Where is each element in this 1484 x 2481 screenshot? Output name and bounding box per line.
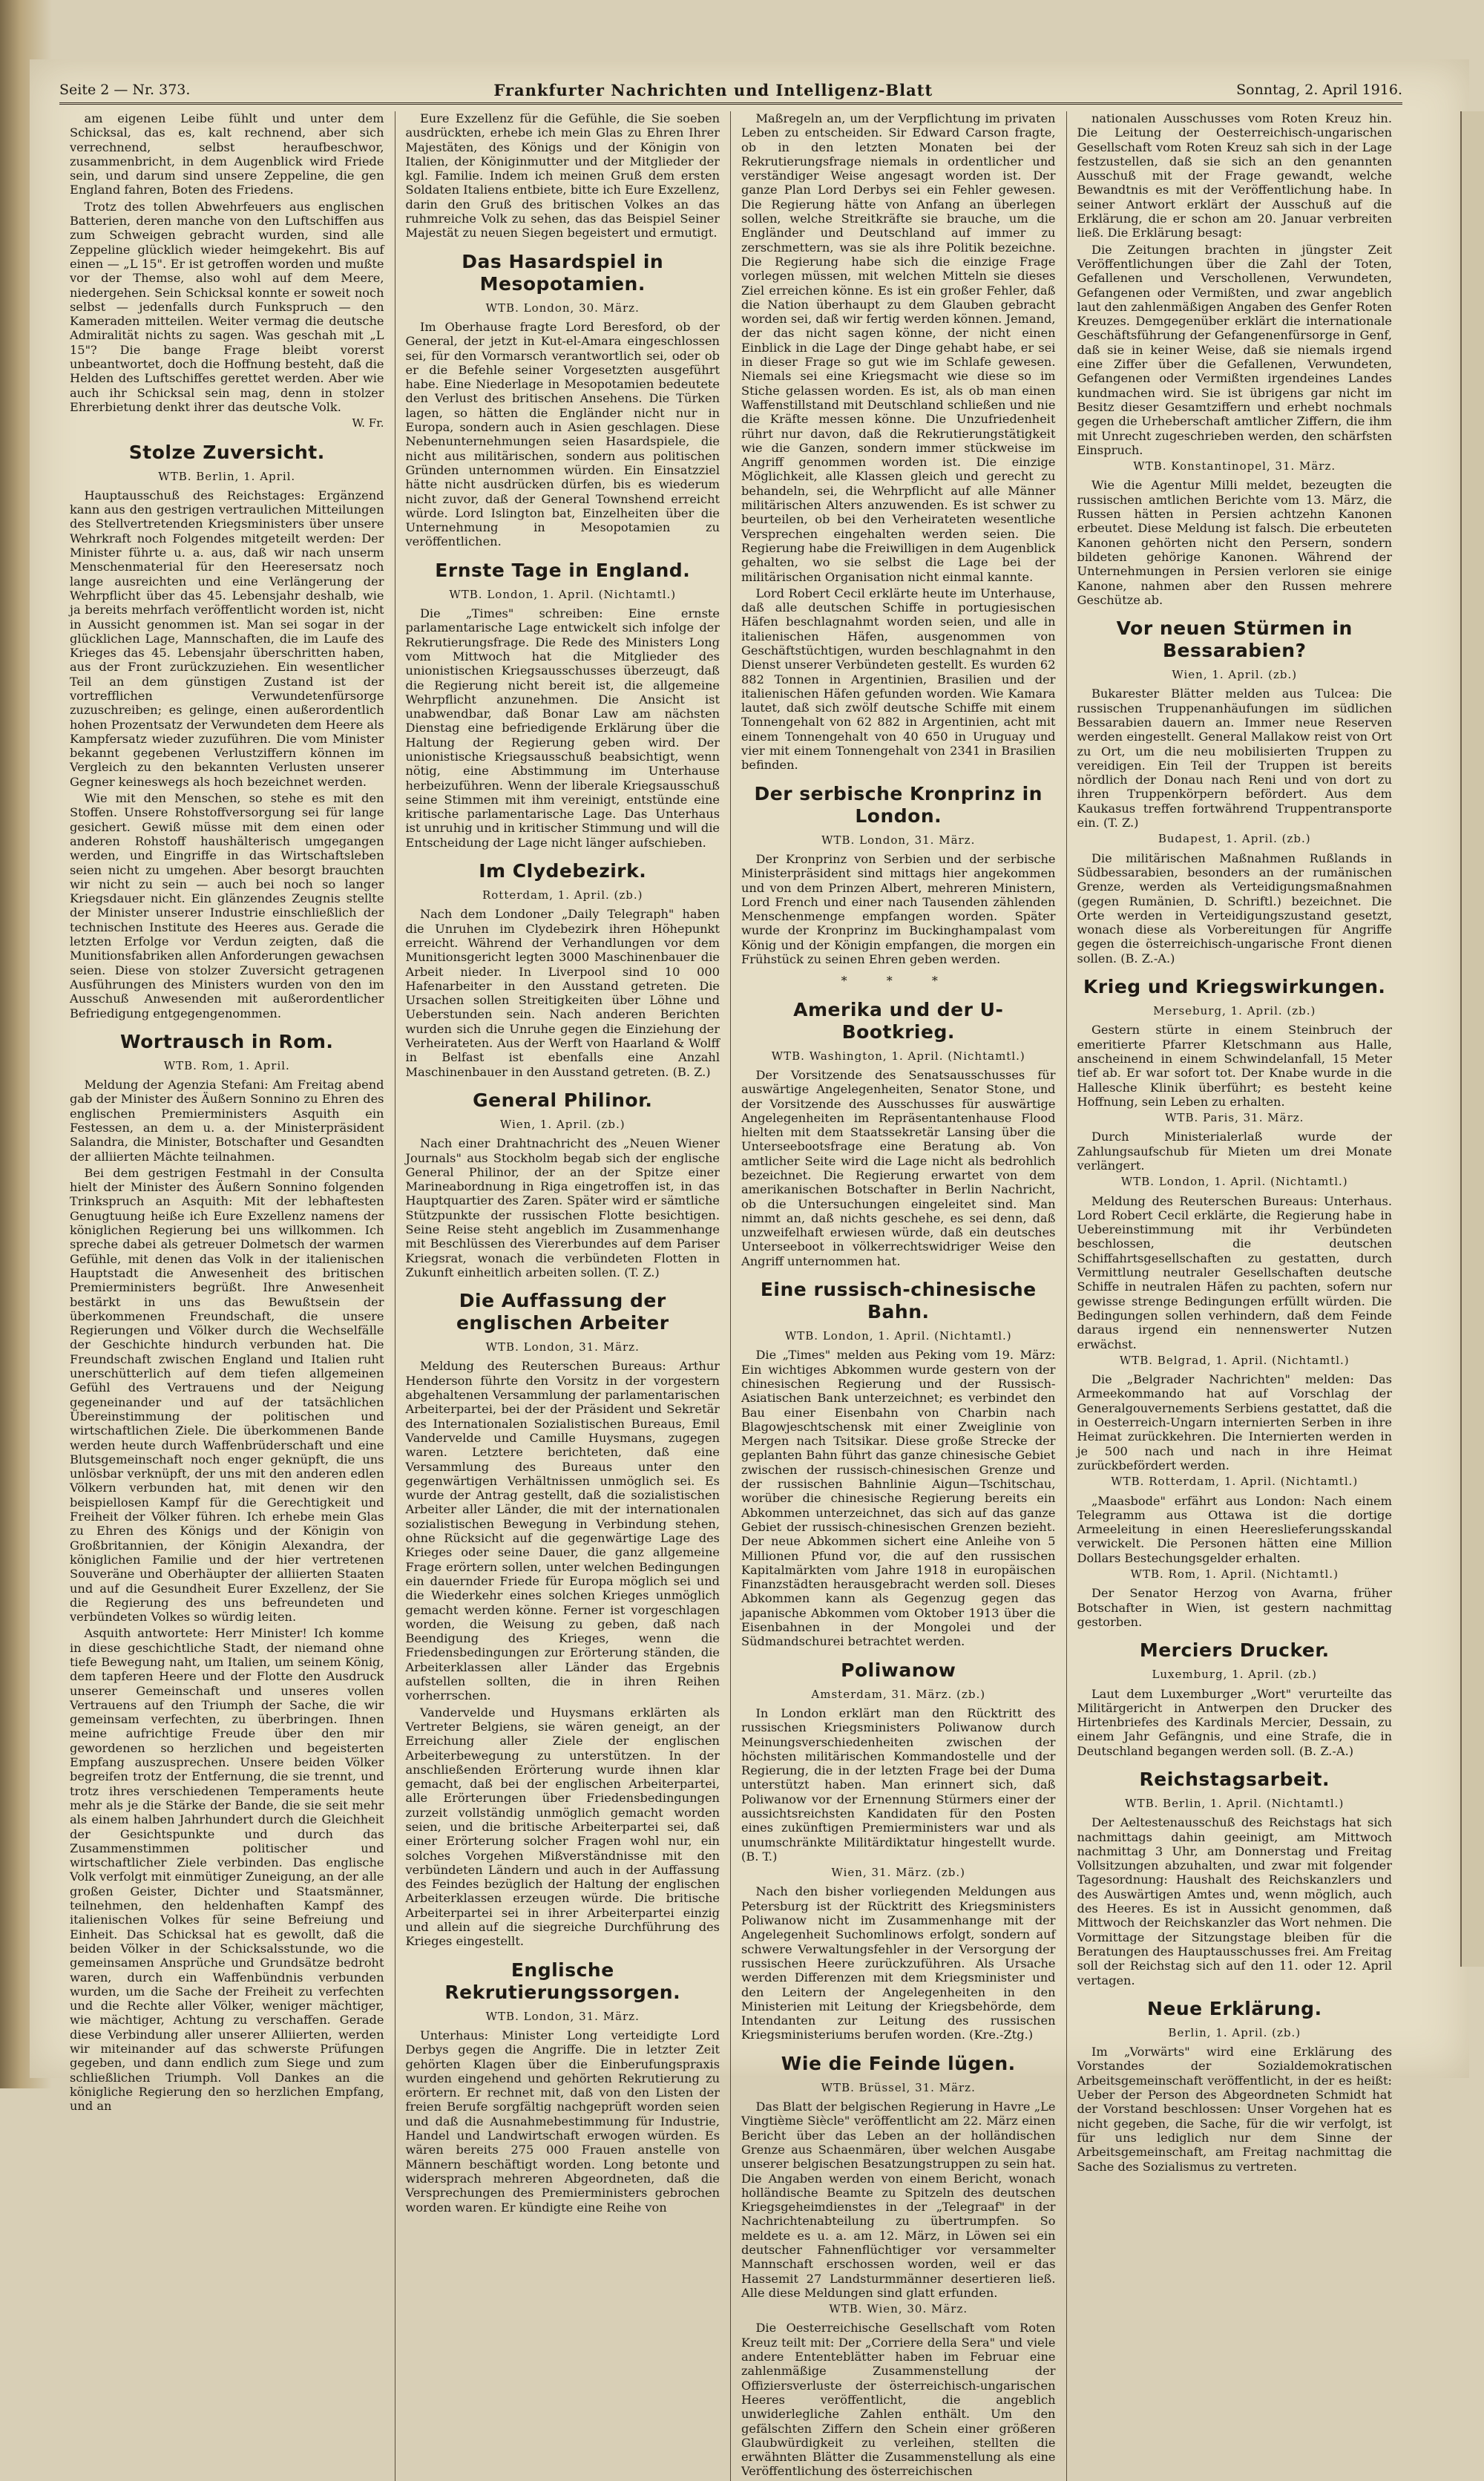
article-text: Meldung der Agenzia Stefani: Am Freitag abend gab der Minister des Äußern Sonnino zu Ehren des englischen Premierministers Asquith ein Festessen, an dem u. a. der Ministerpräsident Salandra, die Minister, Botschafter und Gesandten der alliierten Mächte teilnahmen. — [70, 1078, 384, 1164]
dateline: WTB. London, 31. März. — [485, 2009, 640, 2023]
headline: Reichstagsarbeit. — [1139, 1768, 1330, 1790]
dateline: WTB. Wien, 30. März. — [829, 2302, 968, 2316]
dateline: Wien, 1. April. (zb.) — [499, 1117, 626, 1131]
article-text: Nach dem Londoner „Daily Telegraph" haben die Unruhen im Clydebezirk ihren Höhepunkt erreicht. Während der Verhandlungen vor dem Munitionsgericht legten 3000 Maschinenbauer die Arbeit nieder. In Liverpool sind 10 000 Hafenarbeiter in den Ausstand getreten. Die Ursachen sollen Streitigkeiten über Löhne und Ueberstunden sein. Nach anderen Berichten wurden sich die Unruhe gegen die Einziehung der Verheirateten. Aus der Werft von Haarland & Wolff in Belfast ist ebenfalls eine Anzahl Maschinenbauer in den Ausstand getreten. (B. Z.) — [405, 907, 720, 1079]
dateline: WTB. Belgrad, 1. April. (Nichtamtl.) — [1119, 1353, 1350, 1367]
article-text: „Maasbode" erfährt aus London: Nach einem Telegramm aus Ottawa ist die dortige Armeeleitung in einen Heereslieferungsskandal verwickelt. Die Personen hätten eine Million Dollars Bestechungsgelder erhalten. — [1077, 1493, 1392, 1565]
article-text: Bukarester Blätter melden aus Tulcea: Die russischen Truppenanhäufungen im südlichen Bessarabien dauern an. Immer neue Reserven werden eingestellt. General Mallakow reist von Ort zu Ort, um die neu mobilisierten Truppen zu vereidigen. Ein Teil der Truppen ist bereits nördlich der Donau nach Reni und von dort zu ihren Truppenkörpern befördert. Aus dem Kaukasus treffen fortwährend Truppentransporte ein. (T. Z.) — [1077, 686, 1392, 830]
article-text: Nach den bisher vorliegenden Meldungen aus Petersburg ist der Rücktritt des Kriegsministers Poliwanow nicht im Zusammenhange mit der Angelegenheit Suchomlinows erfolgt, sondern auf schwere Verwaltungsfehler in der Versorgung der russischen Heere zurückzuführen. Als Ursache werden Differenzen mit dem Kriegsminister und den Leitern der Angelegenheiten in den Ministerien mit Leitung der Kriegsbehörde, dem Intendanten zur Leitung des russischen Kriegsministeriums berufen worden. (Kre.-Ztg.) — [741, 1884, 1056, 2042]
article-text: Im Oberhause fragte Lord Beresford, ob der General, der jetzt in Kut-el-Amara eingeschlossen sei, für den Vormarsch verantwortlich sei, oder ob er die Befehle seiner Vorgesetzten ausgeführt habe. Eine Niederlage in Mesopotamien bedeutete den Verlust des britischen Ansehens. Die Türken lagen, so hätten die Engländer nicht nur in Europa, sondern auch in Asien geschlagen. Diese Nebenunternehmungen seien Hasardspiele, die nicht aus militärischen, sondern aus politischen Gründen unternommen würden. Ein Einsatzziel hätte nicht ausdrücken dürfen, bis es wiederum nicht zuvor, daß der General Townshend erreicht würde. Lord Islington bat, Einzelheiten über die Unternehmung in Mesopotamien zu veröffentlichen. — [405, 319, 720, 549]
dateline: WTB. London, 1. April. (Nichtamtl.) — [449, 587, 677, 601]
article-text: Trotz des tollen Abwehrfeuers aus englischen Batterien, deren manche von den Luftschiffen aus zum Schweigen gebracht wurden, sind alle Zeppeline glücklich wieder heimgekehrt. Bis auf einen — „L 15". Er ist getroffen worden und mußte vor der Themse, also wohl auf dem Meere, niedergehen. Sein Schicksal konnte er soweit noch selbst — jedenfalls durch Funkspruch — den Kameraden mitteilen. Weiter vermag die deutsche Admiralität nichts zu sagen. Was geschah mit „L 15"? Die bange Frage bleibt vorerst unbeantwortet, doch die Hoffnung besteht, daß die Helden des Luftschiffes gerettet werden. Aber wie auch ihr Schicksal sein mag, denn in stolzer Ehrerbietung denkt ihrer das deutsche Volk. — [70, 199, 384, 414]
article-text: Gestern stürte in einem Steinbruch der emeritierte Pfarrer Kletschmann aus Halle, anscheinend in einem Schwindelanfall, 15 Meter tief ab. Er war sofort tot. Der Knabe wurde in die Hallesche Klinik überführt; es besteht keine Hoffnung, sein Leben zu erhalten. — [1077, 1023, 1392, 1109]
article-text: Die Zeitungen brachten in jüngster Zeit Veröffentlichungen über die Zahl der Toten, Gefallenen und Verschollenen, Verwundeten, Gefangenen oder Vermißten, und zwar angeblich laut den zahlenmäßigen Angaben des Genfer Roten Kreuzes. Demgegenüber erklärt die internationale Geschäftsführung der Gefangenenfürsorge in Genf, daß sie in keiner Weise, daß sie niemals irgend eine Ziffer über die Gefallenen, Verwundeten, Gefangenen oder Vermißten irgendeines Landes kundmachen wird. Sie ist übrigens gar nicht im Besitz dieser Gesamtziffern und erhebt nochmals gegen die Urheberschaft amtlicher Ziffern, die ihm mit Unrecht zugeschrieben werden, den schärfsten Einspruch. — [1077, 242, 1392, 457]
article-text: Im „Vorwärts" wird eine Erklärung des Vorstandes der Sozialdemokratischen Arbeitsgemeinschaft veröffentlicht, in der es heißt: Ueber der Person des Abgeordneten Schmidt hat der Vorstand beschlossen: Unser Vorgehen hat es nicht gegeben, die Sache, für die wir verfolgt, ist für uns lediglich nur dem Sinne der Arbeitsgemeinschaft, am Freitag nachmittag die Sache des Sozialismus zu vertreten. — [1077, 2045, 1392, 2174]
article-text: Meldung des Reuterschen Bureaus: Unterhaus. Lord Robert Cecil erklärte, die Regierung habe in Uebereinstimmung mit ihr Verbündeten beschlossen, die deutschen Schiffahrtsgesellschaften zu gestatten, durch Vermittlung neutraler Gesellschaften deutsche Schiffe in neutralen Häfen zu pachten, sofern nur gewisse strenge Bedingungen erfüllt würden. Die Bedingungen sollen verhindern, daß dem Feinde daraus irgend ein nennenswerter Nutzen erwächst. — [1077, 1193, 1392, 1351]
headline: Die Auffassung der englischen Arbeiter — [456, 1290, 669, 1334]
headline: Poliwanow — [841, 1659, 956, 1681]
dateline: WTB. Berlin, 1. April. (Nichtamtl.) — [1125, 1796, 1345, 1810]
article-text: Bei dem gestrigen Festmahl in der Consulta hielt der Minister des Äußern Sonnino folgenden Trinkspruch an Asquith: Mit der lebhaftesten Genugtuung heiße ich Eure Exzellenz namens der königlichen Regierung bei uns willkommen. Ich spreche dabei als getreuer Dolmetsch der warmen Gefühle, mit denen das Volk in der italienischen Hauptstadt die Anwesenheit des britischen Premierministers begrüßt. Ihre Anwesenheit bestärkt in uns das Bewußtsein der überkommenen Freundschaft, die unsere Regierungen und Völker durch die Wechselfälle der Geschichte hindurch verbunden hat. Die Freundschaft zwischen England und Italien ruht unerschütterlich auf dem tiefen allgemeinen Gefühl des Vertrauens und der Neigung gegeneinander und auf der tatsächlichen Übereinstimmung der politischen und wirtschaftlichen Ziele. Die überkommenen Bande werden heute durch Waffenbrüderschaft und eine Blutsgemeinschaft noch enger geknüpft, die uns unlösbar verknüpft, der uns mit den anderen edlen Völkern verbunden hat, mit denen wir den beispiellosen Kampf für die Gerechtigkeit und Freiheit der Völker führen. Ich erhebe mein Glas zu Ehren des Königs und der Königin von Großbritannien, der Königin Alexandra, der königlichen Familie und der hier vertretenen Souveräne und Oberhäupter der alliierten Staaten und auf die Gesundheit Eurer Exzellenz, der Sie die Regierung des uns befreundeten und verbündeten Volkes so würdig leiten. — [70, 1165, 384, 1625]
article-text: Der Kronprinz von Serbien und der serbische Ministerpräsident sind mittags hier angekommen und von dem Prinzen Albert, mehreren Ministern, Lord French und einer nach Tausenden zählenden Menschenmenge empfangen worden. Später wurde der Kronprinz im Buckinghampalast vom König und der Königin empfangen, die morgen ein Frühstück zu seinen Ehren geben werden. — [741, 851, 1056, 967]
dateline: WTB. Berlin, 1. April. — [158, 469, 296, 483]
dateline: WTB. Rom, 1. April. — [163, 1058, 290, 1072]
headline: Krieg und Kriegswirkungen. — [1083, 976, 1386, 998]
dateline: WTB. London, 1. April. (Nichtamtl.) — [784, 1329, 1012, 1343]
masthead: Frankfurter Nachrichten und Intelligenz-Blatt — [493, 80, 933, 99]
dateline: Luxemburg, 1. April. (zb.) — [1152, 1668, 1318, 1682]
article-text: Hauptausschuß des Reichstages: Ergänzend kann aus den gestrigen vertraulichen Mitteilungen des Stellvertretenden Kriegsministers über unsere Wehrkraft noch Folgendes mitgeteilt werden: Der Minister führte u. a. aus, daß wir nach unserm Menschenmaterial für den Heeresersatz noch lange ausreichten und eine Verlängerung der Wehrpflicht über das 45. Lebensjahr deshalb, wie ja bereits mehrfach veröffentlicht worden ist, nicht in Aussicht genommen ist. Man sei sogar in der glücklichen Lage, Mannschaften, die im Laufe des Krieges das 45. Lebensjahr überschritten haben, aus der Front zurückzuziehen. Ein wesentlicher Teil an dem günstigen Zustand ist der vortrefflichen Verwundetenfürsorge zuzuschreiben; es gelinge, einen außerordentlich hohen Prozentsatz der Verwundeten dem Heere als Kampfersatz wieder zuzuführen. Die vom Minister bekannt gegebenen Verlustziffern können im Vergleich zu den bekannten Verlusten unserer Gegner keineswegs als hoch bezeichnet werden. — [70, 488, 384, 789]
headline: Vor neuen Stürmen in Bessarabien? — [1116, 617, 1353, 662]
article-text: Wie mit den Menschen, so stehe es mit den Stoffen. Unsere Rohstoffversorgung sei für lange gesichert. Gewiß müsse mit dem einen oder anderen Rohstoff haushälterisch umgegangen werden, und Eingriffe in das Wirtschaftsleben seien nicht zu umgehen. Aber besorgt brauchten wir nicht zu sein — auch bei noch so langer Kriegsdauer nicht. Ein glänzendes Zeugnis stellte der Minister unserer Industrie einschließlich der technischen Institute des Heeres aus. Gerade die letzten Erfolge vor Verdun zeigten, daß die Munitionsfabriken allen Anforderungen gewachsen seien. Diese von stolzer Zuversicht getragenen Ausführungen des Ministers wurden von den im Ausschuß Anwesenden mit außerordentlicher Befriedigung entgegengenommen. — [70, 791, 384, 1020]
dateline: Berlin, 1. April. (zb.) — [1168, 2025, 1301, 2039]
headline: Der serbische Kronprinz in London. — [754, 782, 1043, 827]
headline: Ernste Tage in England. — [435, 559, 691, 581]
dateline: WTB. Paris, 31. März. — [1165, 1111, 1304, 1125]
dateline: WTB. Rom, 1. April. (Nichtamtl.) — [1130, 1567, 1339, 1582]
article-columns — [59, 111, 1402, 2479]
headline: Das Hasardspiel in Mesopotamien. — [462, 250, 664, 295]
article-text: Die „Belgrader Nachrichten" melden: Das Armeekommando hat auf Vorschlag der Generalgouvernements Serbiens gestattet, daß die in Oesterreich-Ungarn internierten Serben in ihre Heimat zurückkehren. Die Internierten werden in je 500 nach und nach in ihre Heimat zurückbefördert werden. — [1077, 1372, 1392, 1472]
adjacent-page-edge — [1460, 111, 1484, 1967]
dateline: WTB. Konstantinopel, 31. März. — [1133, 459, 1336, 473]
article-text: Die „Times" schreiben: Eine ernste parlamentarische Lage entwickelt sich infolge der Rekrutierungsfrage. Die Rede des Ministers Long vom Mittwoch hat die Mitglieder des unionistischen Kriegsausschusses überzeugt, daß die Regierung nicht bereit ist, die allgemeine Wehrpflicht anzunehmen. Die Ansicht ist unabwendbar, daß Bonar Law am nächsten Dienstag eine befriedigende Erklärung über die Haltung der Regierung geben wird. Der unionistische Kriegsausschuß beabsichtigt, wenn nötig, eine Abstimmung im Unterhause herbeizuführen. Wenn der liberale Kriegsausschuß seine Stimmen mit ihm vereinigt, entstünde eine kritische parlamentarische Lage. Das Unterhaus ist unruhig und in kritischer Stimmung und will die Entscheidung der Lage nicht länger aufschieben. — [405, 606, 720, 850]
dateline: Merseburg, 1. April. (zb.) — [1153, 1004, 1316, 1018]
article-text: Durch Ministerialerlaß wurde der Zahlungsaufschub für Mieten um drei Monate verlängert. — [1077, 1130, 1392, 1173]
headline: Im Clydebezirk. — [479, 860, 647, 882]
dateline: Wien, 1. April. (zb.) — [1172, 668, 1298, 682]
article-text: Eure Exzellenz für die Gefühle, die Sie soeben ausdrückten, erhebe ich mein Glas zu Ehren Ihrer Majestäten, des Königs und der Königin von Italien, der Königinmutter und der Mitglieder der kgl. Familie. Indem ich meinen Gruß dem ersten Soldaten Italiens entbiete, bitte ich Eure Exzellenz, darin den Gruß des britischen Volkes an das ruhmreiche Volk zu sehen, das das Beispiel Seiner Majestät zu neuen Siegen begeistert und ermutigt. — [405, 111, 720, 240]
dateline: WTB. Rotterdam, 1. April. (Nichtamtl.) — [1111, 1475, 1359, 1489]
article-text: Die „Times" melden aus Peking vom 19. März: Ein wichtiges Abkommen wurde gestern von der chinesischen Regierung und der Russisch-Asiatischen Bank unterzeichnet; es verbindet den Bau einer Eisenbahn von Charbin nach Blagowjeschtschensk mit einer Zweiglinie von Mergen nach Tsitsikar. Diese große Strecke der geplanten Bahn führt das ganze chinesische Gebiet zwischen der russisch-chinesischen Grenze und der russischen Bahnlinie Aigun—Tschitschau, worüber die chinesische Regierung bereits ein Abkommen unterzeichnet, das sich auf das ganze Gebiet der russisch-chinesischen Grenzen bezieht. Der neue Abkommen sichert eine Anleihe von 5 Millionen Pfund vor, die auf den russischen Kapitalmärkten vom Jahre 1918 in europäischen Finanzstädten herausgebracht werden soll. Dieses Abkommen kann als Gegenzug gegen das japanische Abkommen vom Oktober 1913 über die Eisenbahnen in der Mongolei und der Südmandschurei betrachtet werden. — [741, 1348, 1056, 1649]
column-2 — [395, 111, 732, 2481]
headline: Wortrausch in Rom. — [120, 1030, 334, 1052]
article-text: Die militärischen Maßnahmen Rußlands in Südbessarabien, besonders an der rumänischen Grenze, werden als Verteidigungsmaßnahmen (gegen Rumänien, D. Schriftl.) bezeichnet. Die Orte werden in Verteidigungszustand gesetzt, wonach diese als Vorbereitungen für Angriffe gegen die österreichisch-ungarische Front dienen sollen. (B. Z.-A.) — [1077, 851, 1392, 966]
article-text: Wie die Agentur Milli meldet, bezeugten die russischen amtlichen Berichte vom 13. März, die Russen hätten in Persien achtzehn Kanonen erbeutet. Diese Meldung ist falsch. Die erbeuteten Kanonen gehörten nicht den Persern, sondern bildeten gehörige Kanonen. Während der Unternehmungen in Persien verloren sie einige Kanone, nahmen aber den Russen mehrere Geschütze ab. — [1077, 478, 1392, 607]
column-4 — [1067, 111, 1403, 2481]
article-text: Die Oesterreichische Gesellschaft vom Roten Kreuz teilt mit: Der „Corriere della Sera" und viele andere Ententeblätter haben im Februar eine zahlenmäßige Zusammenstellung der Offiziersverluste der österreichisch-ungarischen Heeres veröffentlicht, die angeblich unwiderlegliche Zahlen enthält. Um den gefälschten Ziffern den Schein einer größeren Glaubwürdigkeit zu verleihen, stellten die erwähnten Blätter die Zusammenstellung als eine Veröffentlichung des österreichischen — [741, 2321, 1056, 2479]
article-text: Unterhaus: Minister Long verteidigte Lord Derbys gegen die Angriffe. Die in letzter Zeit gehörten Klagen über die Einberufungspraxis wurden eingehend und gehörten Rekrutierung zu erörtern. Er rechnet mit, daß von den Listen der freien Berufe sorgfältig nachgeprüft worden seien und daß die Ausnahmebestimmung für Industrie, Handel und Landwirtschaft erwogen würden. Es wären bereits 275 000 Frauen anstelle von Männern beschäftigt worden. Long betonte und widersprach mehreren Abgeordneten, daß die Versprechungen des Premierministers gebrochen worden waren. Er kündigte eine Reihe von — [405, 2028, 720, 2215]
article-text: Der Vorsitzende des Senatsausschusses für auswärtige Angelegenheiten, Senator Stone, und der Vorsitzende des Ausschusses für auswärtige Angelegenheiten im Repräsentantenhause Flood hielten mit dem Staatssekretär Lansing über die Unterseebootsfrage eine Beratung ab. Von amtlicher Seite wird die Lage nicht als bedrohlich bezeichnet. Die Regierung erwartet von dem amerikanischen Botschafter in Berlin Nachricht, ob die Untersuchungen eingeleitet sind. Man nimmt an, daß nichts geschehe, es sei denn, daß unzweifelhaft erwiesen würde, daß ein deutsches Unterseeboot in völkerrechtswidriger Weise den Angriff unternommen hat. — [741, 1067, 1056, 1268]
article-text: Vandervelde und Huysmans erklärten als Vertreter Belgiens, sie wären geneigt, an der Erreichung aller Ziele der englischen Arbeiterbewegung zu unterstützen. In der anschließenden Erörterung wurde ihnen klar gemacht, daß bei der englischen Arbeiterpartei, alle Erörterungen über Friedensbedingungen zurzeit vollständig unmöglich gemacht worden seien, und die britische Arbeiterpartei sei, daß einer Erörterung solcher Fragen wohl nur, ein solches Vorgehen Mißverständnisse mit den verbündeten Ländern und auch in der Auffassung des Feindes bezüglich der Haltung der englischen Arbeiterklassen erzeugen würde. Die britische Arbeiterpartei sei in ihrer Arbeiterpartei einzig und allein auf die siegreiche Durchführung des Krieges eingestellt. — [405, 1705, 720, 1949]
column-3 — [731, 111, 1067, 2481]
headline: Amerika und der U-Bootkrieg. — [793, 998, 1004, 1043]
article-text: am eigenen Leibe fühlt und unter dem Schicksal, das es, kalt rechnend, aber sich verrechnend, selbst heraufbeschwor, zusammenbricht, in dem Augenblick wird Friede sein, und darum sind unsere Zeppeline, die gen England fahren, Boten des Friedens. — [70, 111, 384, 197]
author-signature: W. Fr. — [352, 416, 384, 430]
dateline: WTB. Brüssel, 31. März. — [821, 2080, 976, 2094]
headline: Neue Erklärung. — [1146, 1997, 1322, 2019]
dateline: Amsterdam, 31. März. (zb.) — [811, 1687, 986, 1701]
headline: Wie die Feinde lügen. — [781, 2052, 1016, 2074]
section-divider: * * * — [841, 974, 956, 989]
article-text: In London erklärt man den Rücktritt des russischen Kriegsministers Poliwanow durch Meinungsverschiedenheiten zwischen der höchsten militärischen Kommandostelle und der Regierung, die in der letzten Frage bei der Duma unterstützt haben. Man erinnert sich, daß Poliwanow vor der Ernennung Stürmers einer der aussichtsreichsten Kandidaten für den Posten eines zukünftigen Premierministers war und als unumschränkte Militärdiktatur hingestellt wurde. (B. T.) — [741, 1705, 1056, 1864]
headline: Stolze Zuversicht. — [128, 441, 325, 463]
page-header — [59, 77, 1402, 105]
headline: Eine russisch-chinesische Bahn. — [760, 1279, 1037, 1323]
issue-date: Sonntag, 2. April 1916. — [1236, 82, 1402, 98]
article-text: nationalen Ausschusses vom Roten Kreuz hin. Die Leitung der Oesterreichisch-ungarischen Gesellschaft vom Roten Kreuz sah sich in der Lage festzustellen, daß sie sich an den genannten Ausschuß mit der Frage gewandt, welche Bewandtnis es mit der Veröffentlichung habe. In seiner Antwort erklärt der Ausschuß auf die Erklärung, die er schon am 20. Januar verbreiten ließ. Die Erklärung besagt: — [1077, 111, 1392, 240]
article-text: Laut dem Luxemburger „Wort" verurteilte das Militärgericht in Antwerpen den Drucker des Hirtenbriefes des Kardinals Mercier, Dessain, zu einem Jahr Gefängnis, und eine Strafe, die in Deutschland begangen werden soll. (B. Z.-A.) — [1077, 1686, 1392, 1758]
dateline: Rotterdam, 1. April. (zb.) — [482, 888, 643, 902]
page-number: Seite 2 — Nr. 373. — [59, 82, 191, 98]
article-text: Lord Robert Cecil erklärte heute im Unterhause, daß alle deutschen Schiffe in portugiesischen Häfen beschlagnahmt worden seien, und alle in italienischen Häfen, ausgenommen von Geschäftstüchtigen, wurden beschlagnahmt in den Dienst unserer Verbündeten gestellt. Es wurden 62 882 Tonnen in Argentinien, Brasilien und der italienischen Häfen gefunden worden. Wie Kamara lautet, daß sich zwölf deutsche Schiffe mit einem Tonnengehalt von 62 882 in Argentinien, acht mit einem Tonnengehalt von 40 650 in Uruguay und vier mit einem Tonnengehalt von 2341 in Brasilien befinden. — [741, 586, 1056, 773]
column-1 — [59, 111, 395, 2481]
article-text: Der Senator Herzog von Avarna, früher Botschafter in Wien, ist gestern nachmittag gestorben. — [1077, 1586, 1392, 1629]
dateline: Budapest, 1. April. (zb.) — [1158, 832, 1311, 846]
headline: General Philinor. — [473, 1089, 653, 1111]
dateline: Wien, 31. März. (zb.) — [831, 1866, 966, 1880]
article-text: Der Aeltestenausschuß des Reichstags hat sich nachmittags dahin geeinigt, am Mittwoch nachmittag 3 Uhr, am Donnerstag und Freitag Vollsitzungen abzuhalten, und zwar mit folgender Tagesordnung: Haushalt des Reichskanzlers und des Auswärtigen Amtes und, wenn möglich, auch des Heeres. Es ist in Aussicht genommen, daß Mittwoch der Reichskanzler das Wort nehmen. Die Vormittage der Sitzungstage bleiben für die Beratungen des Hauptausschusses frei. Am Freitag soll der Reichstag sich auf den 11. oder 12. April vertagen. — [1077, 1815, 1392, 1987]
dateline: WTB. London, 31. März. — [485, 1340, 640, 1354]
dateline: WTB. London, 30. März. — [485, 301, 640, 315]
dateline: WTB. Washington, 1. April. (Nichtamtl.) — [771, 1049, 1025, 1063]
article-text: Meldung des Reuterschen Bureaus: Arthur Henderson führte den Vorsitz in der vorgestern abgehaltenen Versammlung der parlamentarischen Arbeiterpartei, bei der der Präsident und Sekretär des Internationalen Sozialistischen Bureaus, Emil Vandervelde und Camille Huysmans, zugegen waren. Letztere berichteten, daß eine Versammlung des Bureaus unter den gegenwärtigen Verhältnissen unmöglich sei. Es wurde der Antrag gestellt, daß die sozialistischen Arbeiter aller Länder, die mit der internationalen sozialistischen Bewegung in Verbindung stehen, ohne Rücksicht auf die gegenwärtige Lage des Krieges oder seine Dauer, die ganz allgemeine Frage erörtern sollen, unter welchen Bedingungen ein dauernder Friede für Europa möglich sei und die Wiederkehr eines solchen Krieges unmöglich gemacht werden könne. Ferner ist vorgeschlagen worden, die Weisung zu geben, daß nach Beendigung des Krieges, wenn die Friedensbedingungen zur Erörterung ständen, die Arbeiterklassen aller Länder das Ergebnis aufstellen sollten, die in ihren Reihen vorherrschen. — [405, 1359, 720, 1703]
article-text: Asquith antwortete: Herr Minister! Ich komme in diese geschichtliche Stadt, der niemand ohne tiefe Bewegung naht, um Italien, um seinem König, dem tapferen Heere und der Flotte den Ausdruck unserer Gemeinschaft und unseres vollen Vertrauens auf den Triumph der Sache, die wir gemeinsam verfechten, zu überbringen. Ihnen meine aufrichtige Freude über den mir gewordenen so herzlichen und begeisterten Empfang auszusprechen. Unsere beiden Völker begreifen trotz der Entfernung, die sie trennt, und trotz ihres verschiedenen Temperaments heute mehr als je die Stärke der Bande, die sie seit mehr als einem halben Jahrhundert durch die Gleichheit der Gesichtspunkte und durch das Zusammenstimmen politischer und wirtschaftlicher Ziele verbinden. Das englische Volk verfolgt mit einmütiger Zuneigung, an der alle großen Geister, Dichter und Staatsmänner, teilnehmen, den heldenhaften Kampf des italienischen Volkes für seine Befreiung und Einheit. Das Schicksal hat es gewollt, daß die beiden Völker in der Schicksalsstunde, wo die gemeinsamen Ansprüche und Grundsätze bedroht waren, durch ein Waffenbündnis verbunden wurden, um die Sache der Freiheit zu verfechten und die Rechte aller Völker, weniger mächtiger, wie mächtiger, Achtung zu verschaffen. Gerade diese Verbindung aller unserer Alliierten, werden wir miteinander auf das schwerste Prüfungen gegeben, und dann endlich zum Siege und zum schließlichen Triumph. Voll Dankes an die königliche Regierung den so herzlichen Empfang, und an — [70, 1626, 384, 2114]
dateline: WTB. London, 1. April. (Nichtamtl.) — [1120, 1175, 1348, 1189]
headline: Merciers Drucker. — [1139, 1639, 1330, 1662]
dateline: WTB. London, 31. März. — [821, 833, 976, 847]
article-text: Nach einer Drahtnachricht des „Neuen Wiener Journals" aus Stockholm begab sich der englische General Philinor, der an der Spitze einer Marineabordnung in Riga eingetroffen ist, in das Hauptquartier des Zaren. Später wird er sämtliche Stützpunkte der russischen Flotte besichtigen. Seine Reise steht angeblich im Zusammenhange mit Beschlüssen des Viererbundes auf dem Pariser Kriegsrat, wonach die verbündeten Flotten in Zukunft einheitlich arbeiten sollen. (T. Z.) — [405, 1136, 720, 1279]
article-text: Maßregeln an, um der Verpflichtung im privaten Leben zu entscheiden. Sir Edward Carson fragte, ob in den letzten Monaten bei der Rekrutierungsfrage niemals in ordentlicher und verständiger Weise angesagt worden ist. Der ganze Plan Lord Derbys sei ein Fehler gewesen. Die Regierung hätte von Anfang an überlegen sollen, welche Streitkräfte sie brauche, um die Engländer und Deutschland auf immer zu zerschmettern, was sie als ihre Politik bezeichne. Die Regierung habe sich die einzige Frage vorlegen müssen, mit welchen Mitteln sie dieses Ziel erreichen könne. Es ist ein großer Fehler, daß die Nation überhaupt zu dem Glauben gebracht worden sei, daß wir fertig werden können. Jemand, der das nicht sagen könne, der nicht einen Einblick in die Lage der Dinge gehabt habe, er sei in dieser Frage so gut wie im Schlafe gewesen. Niemals sei eine Kriegsmacht wie diese so im Stiche gelassen worden. Es ist, als ob man einen Waffenstillstand mit Deutschland schließen und nie die Kräfte messen könne. Die Unzufriedenheit rührt nur davon, daß die Rekrutierungstätigkeit wie die Ganzen, sondern immer stückweise im Angriff genommen worden ist. Die einzige Möglichkeit, alle Klassen gleich und gerecht zu behandeln, sei, die Wehrpflicht auf alle Männer militärischen Alters anzuwenden. Es ist schwer zu beurteilen, ob bei den Verheirateten wesentliche Versprechen eingehalten werden seien. Die Regierung habe die Freiwilligen in dem Augenblick gehalten, wo sie selbst die Lage bei der militärischen Organisation nicht einmal kannte. — [741, 111, 1056, 584]
article-text: Das Blatt der belgischen Regierung in Havre „Le Vingtième Siècle" veröffentlicht am 22. März einen Bericht über das Leben an der holländischen Grenze aus Schaenmären, über welchen Ausgabe unserer belgischen Besatzungstruppen zu sein hat. Die Angaben werden von einem Bericht, wonach holländische Beamte zu Spitzeln des deutschen Kriegsgeheimdienstes in der „Telegraaf" in der Nachrichtenabteilung zu übertrumpfen. So meldete es u. a. am 12. März, in Löwen sei ein deutscher Fahnenflüchtiger vor versammelter Mannschaft erschossen worden, weil er das Hassemit 27 Landsturmmänner desertieren ließ. Alle diese Meldungen sind glatt erfunden. — [741, 2100, 1056, 2300]
headline: Englische Rekrutierungssorgen. — [444, 1959, 681, 2003]
